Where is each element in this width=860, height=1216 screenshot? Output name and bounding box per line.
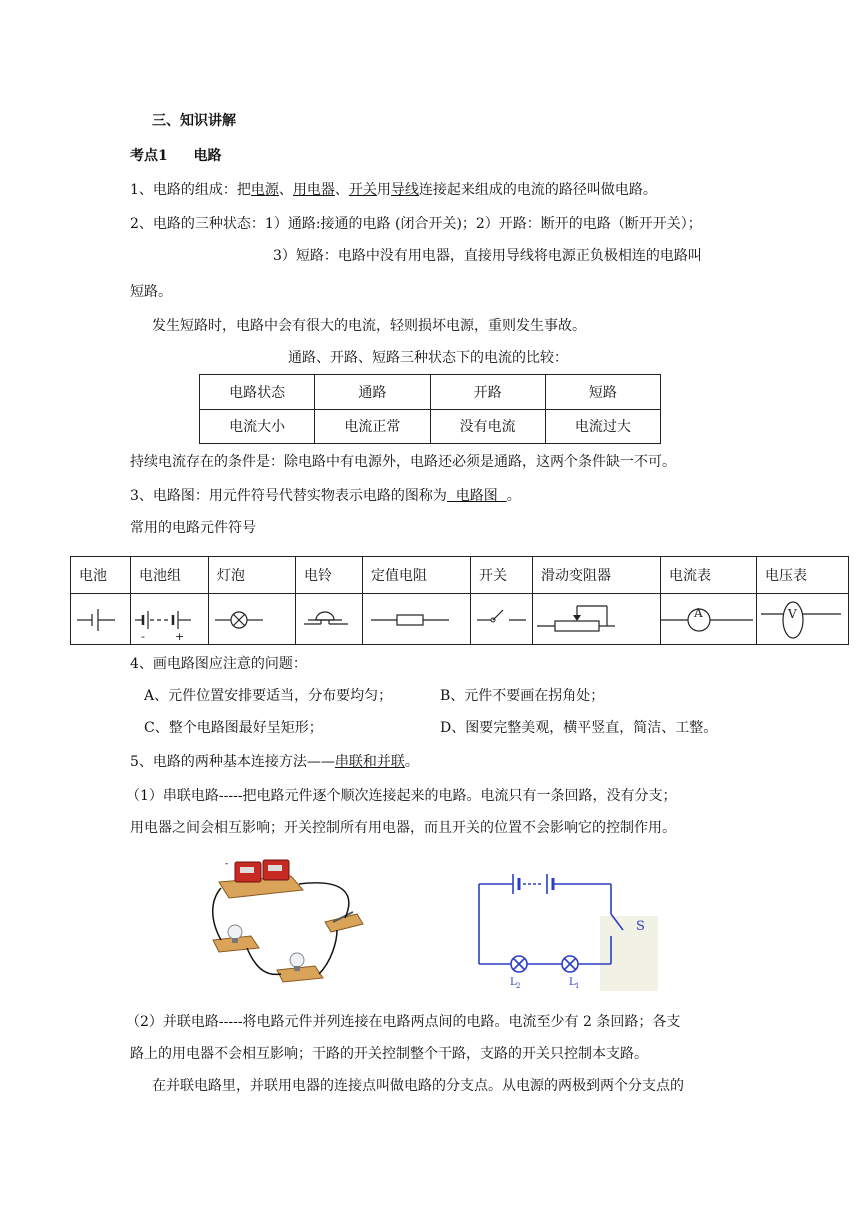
plus-sign: + xyxy=(175,630,185,643)
battery-symbol-icon xyxy=(71,594,131,644)
kaodian-heading xyxy=(130,146,222,166)
symbol-name: 电池 xyxy=(71,557,131,594)
paragraph-condition: 持续电流存在的条件是：除电路中有电源外，电路还必须是通路，这两个条件缺一不可。 xyxy=(130,454,676,470)
series-line-2: 用电器之间会相互影响；开关控制所有用电器，而且开关的位置不会影响它的控制作用。 xyxy=(130,820,676,836)
text: 用 xyxy=(376,182,391,198)
switch-symbol-icon xyxy=(471,594,533,644)
voltmeter-symbol-icon xyxy=(757,594,849,644)
table-row xyxy=(200,375,661,410)
lamp1-subscript: 1 xyxy=(575,982,580,990)
symbol-name: 电池组 xyxy=(131,557,209,594)
photo-minus: - xyxy=(225,859,229,869)
series-circuit-schematic xyxy=(465,856,660,994)
table-cell: 没有电流 xyxy=(430,409,545,444)
underlined-term: 导线 xyxy=(390,182,419,198)
symbol-name: 开关 xyxy=(471,557,533,594)
bell-symbol-cell xyxy=(296,594,363,645)
switch-symbol-cell xyxy=(471,594,533,645)
paragraph-drawing-tips: 4、画电路图应注意的问题： xyxy=(130,656,307,672)
answer-blank: 电路图 xyxy=(446,488,507,504)
paragraph-states-3: 短路。 xyxy=(130,284,172,300)
text: 。 xyxy=(506,488,521,504)
tip-c: C、整个电路图最好呈矩形； xyxy=(144,720,323,736)
table-cell: 电流过大 xyxy=(545,409,660,444)
symbols-table xyxy=(70,556,849,645)
table-cell: 短路 xyxy=(545,375,660,410)
ammeter-symbol-cell xyxy=(661,594,757,645)
underlined-term: 电源 xyxy=(250,182,279,198)
ammeter-letter: A xyxy=(694,606,703,620)
compare-caption: 通路、开路、短路三种状态下的电流的比较： xyxy=(288,350,568,366)
text: 5、电路的两种基本连接方法—— xyxy=(130,754,335,770)
symbol-name: 电压表 xyxy=(757,557,849,594)
kaodian-title: 电路 xyxy=(193,148,222,164)
parallel-line-3: 在并联电路里，并联用电器的连接点叫做电路的分支点。从电源的两极到两个分支点的 xyxy=(152,1078,684,1094)
paragraph-states-1: 2、电路的三种状态：1）通路:接通的电路 (闭合开关)；2）开路：断开的电路（断开开关）； xyxy=(130,216,702,232)
underlined-term: 用电器 xyxy=(292,182,335,198)
table-row xyxy=(200,409,661,444)
kaodian-label: 考点1 xyxy=(130,148,168,164)
table-cell: 电路状态 xyxy=(200,375,315,410)
lamp-symbol-icon xyxy=(209,594,296,644)
table-row xyxy=(71,557,849,594)
lamp1-label: L xyxy=(569,977,576,988)
table-cell: 开路 xyxy=(430,375,545,410)
bell-symbol-icon xyxy=(296,594,363,644)
minus-sign: - xyxy=(141,630,145,643)
text: 、 xyxy=(334,182,349,198)
tip-d: D、图要完整美观，横平竖直，简洁、工整。 xyxy=(440,720,718,736)
paragraph-states-2: 3）短路：电路中没有用电器，直接用导线将电源正负极相连的电路叫 xyxy=(273,248,702,264)
series-circuit-photo xyxy=(207,852,367,990)
symbols-caption: 常用的电路元件符号 xyxy=(130,520,256,536)
resistor-symbol-icon xyxy=(363,594,471,644)
text: 。 xyxy=(404,754,419,770)
section-title: 三、知识讲解 xyxy=(152,113,236,129)
lamp2-subscript: 2 xyxy=(516,982,521,990)
voltmeter-symbol-cell xyxy=(757,594,849,645)
table-cell: 电流正常 xyxy=(315,409,430,444)
table-row xyxy=(71,594,849,645)
underlined-term: 串联和并联 xyxy=(334,754,405,770)
switch-label: S xyxy=(636,919,645,934)
resistor-symbol-cell xyxy=(363,594,471,645)
series-line-1: （1）串联电路-----把电路元件逐个顺次连接起来的电路。电流只有一条回路，没有分支； xyxy=(126,788,677,804)
tip-a: A、元件位置安排要适当，分布要均匀； xyxy=(144,688,393,704)
symbol-name: 电流表 xyxy=(661,557,757,594)
tip-b: B、元件不要画在拐角处； xyxy=(440,688,605,704)
symbol-name: 电铃 xyxy=(296,557,363,594)
parallel-line-2: 路上的用电器不会相互影响；干路的开关控制整个干路，支路的开关只控制本支路。 xyxy=(130,1046,648,1062)
paragraph-diagram xyxy=(130,486,521,506)
parallel-line-1: （2）并联电路-----将电路元件并列连接在电路两点间的电路。电流至少有 2 条回路；各支 xyxy=(126,1014,681,1030)
ammeter-symbol-icon xyxy=(661,594,757,644)
rheostat-symbol-icon xyxy=(533,594,661,644)
text: 连接起来组成的电流的路径叫做电路。 xyxy=(418,182,657,198)
table-cell: 通路 xyxy=(315,375,430,410)
text: 、 xyxy=(278,182,293,198)
lamp2-label: L xyxy=(510,977,517,988)
symbol-name: 滑动变阻器 xyxy=(533,557,661,594)
text: 1、电路的组成：把 xyxy=(130,182,251,198)
comparison-table xyxy=(199,374,661,444)
battery-pack-symbol-icon xyxy=(131,594,209,644)
battery-symbol-cell xyxy=(71,594,131,645)
paragraph-short-circuit: 发生短路时，电路中会有很大的电流，轻则损坏电源，重则发生事故。 xyxy=(152,318,586,334)
voltmeter-letter: V xyxy=(788,607,797,621)
battery-pack-symbol-cell xyxy=(131,594,209,645)
lamp-symbol-cell xyxy=(209,594,296,645)
symbol-name: 定值电阻 xyxy=(363,557,471,594)
underlined-term: 开关 xyxy=(348,182,377,198)
table-cell: 电流大小 xyxy=(200,409,315,444)
paragraph-composition xyxy=(130,180,657,200)
rheostat-symbol-cell xyxy=(533,594,661,645)
symbol-name: 灯泡 xyxy=(209,557,296,594)
paragraph-connection-methods xyxy=(130,752,419,772)
text: 3、电路图：用元件符号代替实物表示电路的图称为 xyxy=(130,488,447,504)
